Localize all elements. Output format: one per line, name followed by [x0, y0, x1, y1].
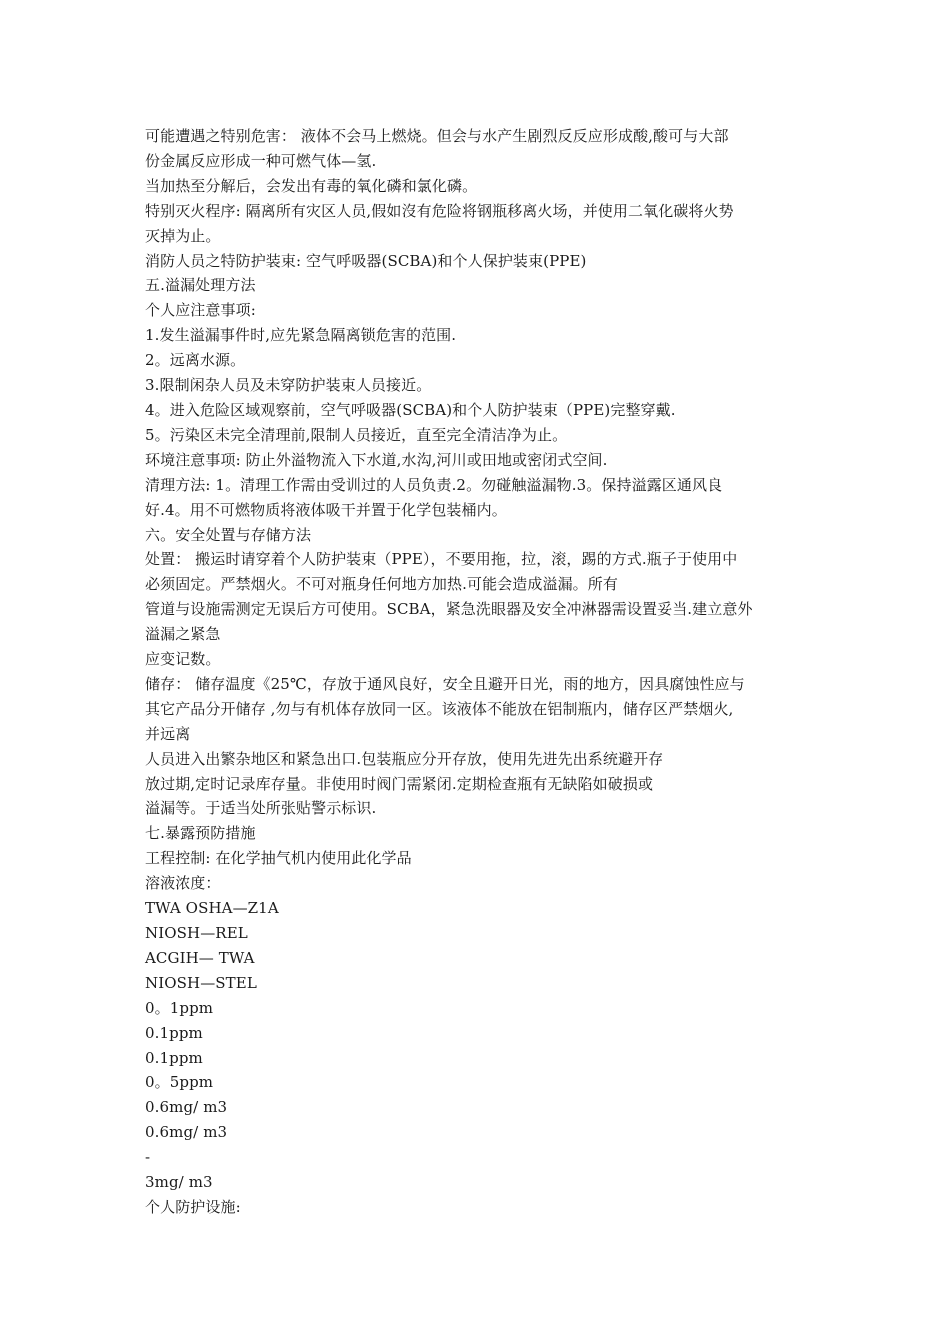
exposure-standard: ACGIH— TWA: [145, 948, 255, 967]
text-line: 溢漏等。于适当处所张贴警示标识.: [145, 799, 377, 818]
section-heading: 五.溢漏处理方法: [145, 276, 256, 295]
text-line: 个人应注意事项:: [145, 301, 256, 320]
exposure-value: 0.6mg/ m3: [145, 1098, 228, 1117]
text-line: 储存： 储存温度《25℃，存放于通风良好，安全且避开日光，雨的地方，因具腐蚀性应与: [145, 674, 745, 693]
text-line: 消防人员之特防护装束: 空气呼吸器(SCBA)和个人保护装束(PPE): [145, 251, 587, 270]
text-line: 溶液浓度：: [145, 874, 221, 893]
text-line: 管道与设施需测定无误后方可使用。SCBA，紧急洗眼器及安全冲淋器需设置妥当.建立意外: [145, 600, 753, 619]
list-item: 3.限制闲杂人员及未穿防护装束人员接近。: [145, 376, 432, 395]
list-item: 5。污染区未完全清理前,限制人员接近，直至完全清洁净为止。: [145, 425, 568, 444]
exposure-value: 3mg/ m3: [145, 1173, 213, 1192]
text-line: 并远离: [145, 724, 191, 743]
section-heading: 七.暴露预防措施: [145, 824, 256, 843]
exposure-value: 0.1ppm: [145, 1048, 203, 1067]
document-body: [145, 124, 810, 1220]
list-item: 2。远离水源。: [145, 351, 246, 370]
exposure-value: 0。1ppm: [145, 998, 214, 1017]
text-line: 必须固定。严禁烟火。不可对瓶身任何地方加热.可能会造成溢漏。所有: [145, 575, 618, 594]
text-line: 工程控制: 在化学抽气机内使用此化学品: [145, 849, 412, 868]
exposure-value: -: [145, 1148, 151, 1167]
text-line: 应变记数。: [145, 650, 221, 669]
text-line: 灭掉为止。: [145, 226, 221, 245]
text-line: 可能遭遇之特别危害： 液体不会马上燃烧。但会与水产生剧烈反反应形成酸,酸可与大部: [145, 127, 729, 145]
exposure-value: 0。5ppm: [145, 1073, 214, 1092]
text-line: 其它产品分开储存 ,勿与有机体存放同一区。该液体不能放在铝制瓶内，储存区严禁烟火,: [145, 699, 734, 718]
list-item: 1.发生溢漏事件时,应先紧急隔离锁危害的范围.: [145, 326, 457, 345]
exposure-standard: TWA OSHA—Z1A: [145, 899, 279, 918]
text-line: 好.4。用不可燃物质将液体吸干并置于化学包装桶内。: [145, 500, 507, 519]
text-line: 清理方法: 1。清理工作需由受训过的人员负责.2。勿碰触溢漏物.3。保持溢露区通风良: [145, 475, 723, 494]
exposure-value: 0.6mg/ m3: [145, 1123, 228, 1142]
text-line: 处置： 搬运时请穿着个人防护装束（PPE），不要用拖，拉，滚，踢的方式.瓶子于使用中: [145, 550, 738, 569]
exposure-standard: NIOSH—STEL: [145, 973, 257, 992]
exposure-standard: NIOSH—REL: [145, 924, 248, 942]
text-line: 特别灭火程序: 隔离所有灾区人员,假如沒有危险将钢瓶移离火场，并使用二氧化碳将火势: [145, 201, 734, 220]
exposure-value: 0.1ppm: [145, 1023, 203, 1042]
text-line: 当加热至分解后，会发出有毒的氧化磷和氯化磷。: [145, 176, 478, 195]
text-line: 溢漏之紧急: [145, 625, 221, 644]
text-line: 个人防护设施:: [145, 1197, 241, 1216]
text-line: 份金属反应形成一种可燃气体—氢.: [145, 151, 377, 170]
section-heading: 六。安全处置与存储方法: [145, 525, 312, 544]
list-item: 4。进入危险区域观察前，空气呼吸器(SCBA)和个人防护装束（PPE)完整穿戴.: [145, 400, 676, 419]
text-line: 人员进入出繁杂地区和紧急出口.包装瓶应分开存放，使用先进先出系统避开存: [145, 749, 664, 768]
text-line: 环境注意事项: 防止外溢物流入下水道,水沟,河川或田地或密闭式空间.: [145, 450, 608, 469]
text-line: 放过期,定时记录库存量。非使用时阀门需紧闭.定期检查瓶有无缺陷如破损或: [145, 774, 654, 793]
